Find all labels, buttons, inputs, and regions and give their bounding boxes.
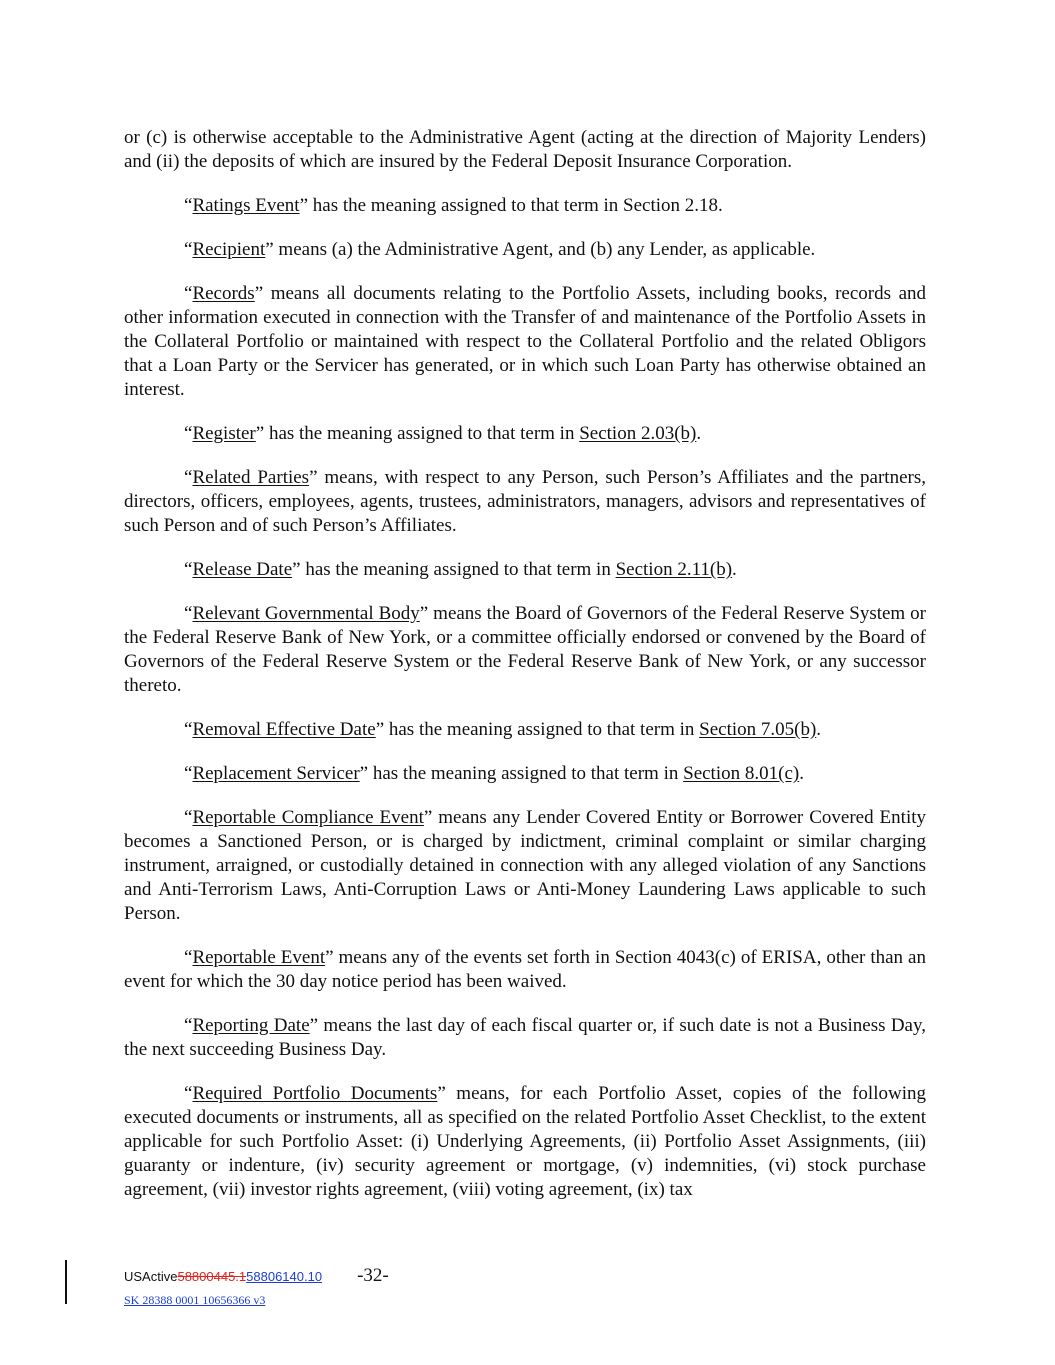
document-body — [124, 126, 926, 1202]
definition-paragraph: “Related Parties” means, with respect to any Person, such Person’s Affiliates and the partners, directors, officers, employees, agents, trustees, administrators, managers, advisors and representatives of such Person and of such Person’s Affiliates. — [124, 467, 926, 536]
page-footer — [124, 1265, 389, 1308]
definition-paragraph: “Removal Effective Date” has the meaning assigned to that term in Section 7.05(b). — [184, 719, 822, 740]
defined-term: Replacement Servicer — [192, 763, 360, 784]
defined-term: Recipient — [192, 239, 266, 260]
defined-term: Relevant Governmental Body — [192, 603, 420, 624]
defined-term: Ratings Event — [192, 195, 300, 216]
definition-paragraph: “Reportable Compliance Event” means any Lender Covered Entity or Borrower Covered Entity becomes a Sanctioned Person, or is charged by indictment, criminal complaint or similar charging instrument, arraigned, or custodially detained in connection with any alleged violation of any Sanctions and Anti-Terrorism Laws, Anti-Corruption Laws or Anti-Money Laundering Laws applicable to such Person. — [124, 807, 926, 924]
page-number: -32- — [357, 1265, 389, 1286]
change-bar — [65, 1260, 67, 1304]
footer-prefix: USActive — [124, 1269, 178, 1284]
definition-end: . — [696, 423, 702, 444]
definition-end: . — [732, 559, 737, 580]
definition-paragraph: “Reporting Date” means the last day of each fiscal quarter or, if such date is not a Business Day, the next succeeding Business Day. — [124, 1015, 926, 1060]
section-reference: Section 2.03(b) — [579, 423, 697, 444]
definition-paragraph: “Ratings Event” has the meaning assigned to that term in Section 2.18. — [184, 195, 723, 216]
definition-text: ” means the last day of each fiscal quarter or, if such date is not a Business Day, the next succeeding Business Day. — [124, 1015, 926, 1060]
definition-text: ” has the meaning assigned to that term in — [292, 559, 616, 580]
definition-text: ” means any of the events set forth in Section 4043(c) of ERISA, other than an event for which the 30 day notice period has been waived. — [124, 947, 926, 992]
footer-doc-id: SK 28388 0001 10656366 v3 — [124, 1293, 266, 1307]
definition-text: ” means, for each Portfolio Asset, copies of the following executed documents or instruments, all as specified on the related Portfolio Asset Checklist, to the extent applicable for such Portfolio Asset: (i) Underlying Agreements, (ii) Portfolio Asset Assignments, (iii) guaranty or indenture, (iv) security agreement or mortgage, (v) indemnities, (vi) stock purchase agreement, (vii) investor rights agreement, (viii) voting agreement, (ix) tax — [124, 1083, 926, 1200]
defined-term: Records — [192, 283, 255, 304]
defined-term: Register — [192, 423, 256, 444]
deleted-doc-number: 58800445.1 — [177, 1269, 247, 1284]
inserted-doc-number: 58806140.10 — [246, 1269, 323, 1284]
definition-paragraph: “Release Date” has the meaning assigned to that term in Section 2.11(b). — [184, 559, 737, 580]
definition-text: ” means any Lender Covered Entity or Borrower Covered Entity becomes a Sanctioned Person, or is charged by indictment, criminal complaint or similar charging instrument, arraigned, or custodially detained in connection with any alleged violation of any Sanctions and Anti-Terrorism Laws, Anti-Corruption Laws or Anti-Money Laundering Laws applicable to such Person. — [124, 807, 926, 924]
continuation-paragraph: or (c) is otherwise acceptable to the Administrative Agent (acting at the direction of Majority Lenders) and (ii) the deposits of which are insured by the Federal Deposit Insurance Corporation. — [124, 127, 926, 172]
definition-paragraph: “Records” means all documents relating to the Portfolio Assets, including books, records and other information executed in connection with the Transfer of and maintenance of the Portfolio Assets in the Collateral Portfolio or maintained with respect to the Collateral Portfolio and the related Obligors that a Loan Party or the Servicer has generated, or in which such Loan Party has otherwise obtained an interest. — [124, 283, 926, 400]
definition-text: ” has the meaning assigned to that term in Section 2.18. — [299, 195, 723, 216]
definition-paragraph: “Recipient” means (a) the Administrative Agent, and (b) any Lender, as applicable. — [184, 239, 816, 260]
defined-term: Reportable Compliance Event — [192, 807, 424, 828]
definition-text: ” means, with respect to any Person, such Person’s Affiliates and the partners, directors, officers, employees, agents, trustees, administrators, managers, advisors and representatives of such Person and of such Person’s Affiliates. — [124, 467, 926, 536]
definition-paragraph: “Reportable Event” means any of the events set forth in Section 4043(c) of ERISA, other than an event for which the 30 day notice period has been waived. — [124, 947, 926, 992]
definition-text: ” has the meaning assigned to that term in — [375, 719, 700, 740]
defined-term: Required Portfolio Documents — [192, 1083, 438, 1104]
section-reference: Section 7.05(b) — [699, 719, 817, 740]
defined-term: Related Parties — [192, 467, 310, 488]
definition-paragraph: “Replacement Servicer” has the meaning assigned to that term in Section 8.01(c). — [184, 763, 804, 784]
section-reference: Section 8.01(c) — [683, 763, 800, 784]
defined-term: Removal Effective Date — [192, 719, 376, 740]
definition-text: ” means (a) the Administrative Agent, and (b) any Lender, as applicable. — [265, 239, 816, 260]
definition-text: ” means the Board of Governors of the Federal Reserve System or the Federal Reserve Bank of New York, or a committee officially endorsed or convened by the Board of Governors of the Federal Reserve System or the Federal Reserve Bank of New York, or any successor thereto. — [124, 603, 926, 696]
definition-paragraph: “Relevant Governmental Body” means the Board of Governors of the Federal Reserve System or the Federal Reserve Bank of New York, or a committee officially endorsed or convened by the Board of Governors of the Federal Reserve System or the Federal Reserve Bank of New York, or any successor thereto. — [124, 603, 926, 696]
section-reference: Section 2.11(b) — [615, 559, 733, 580]
defined-term: Reportable Event — [192, 947, 326, 968]
definition-end: . — [816, 719, 822, 740]
definition-end: . — [799, 763, 804, 784]
definition-text: ” has the meaning assigned to that term in — [359, 763, 684, 784]
definition-text: ” has the meaning assigned to that term in — [255, 423, 580, 444]
definition-paragraph: “Register” has the meaning assigned to that term in Section 2.03(b). — [184, 423, 702, 444]
defined-term: Reporting Date — [192, 1015, 310, 1036]
definition-paragraph: “Required Portfolio Documents” means, for each Portfolio Asset, copies of the following executed documents or instruments, all as specified on the related Portfolio Asset Checklist, to the extent applicable for such Portfolio Asset: (i) Underlying Agreements, (ii) Portfolio Asset Assignments, (iii) guaranty or indenture, (iv) security agreement or mortgage, (v) indemnities, (vi) stock purchase agreement, (vii) investor rights agreement, (viii) voting agreement, (ix) tax — [124, 1083, 926, 1200]
definition-text: ” means all documents relating to the Portfolio Assets, including books, records and other information executed in connection with the Transfer of and maintenance of the Portfolio Assets in the Collateral Portfolio or maintained with respect to the Collateral Portfolio and the related Obligors that a Loan Party or the Servicer has generated, or in which such Loan Party has otherwise obtained an interest. — [124, 283, 926, 400]
footer-id-row — [124, 1265, 389, 1287]
defined-term: Release Date — [192, 559, 293, 580]
